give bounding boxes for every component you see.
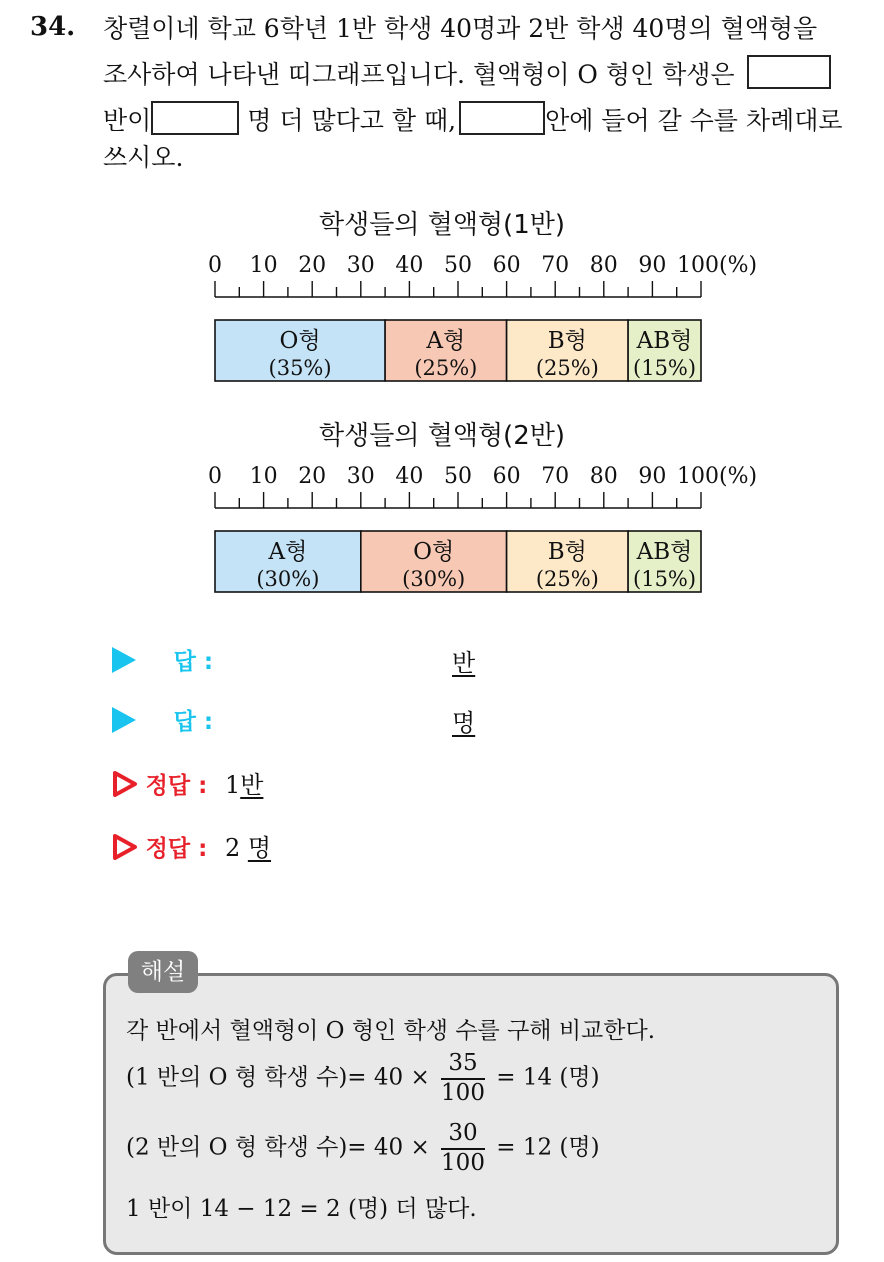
explanation-line-3-post: = 12 (명) <box>496 1134 600 1161</box>
segment-percent: (30%) <box>402 567 466 591</box>
segment-label: AB형 <box>636 539 693 565</box>
answer-blank-1[interactable] <box>747 55 831 89</box>
correct-unit-1: 반 <box>240 771 264 799</box>
tick-label: 70 <box>541 464 570 489</box>
segment-label: A형 <box>426 328 466 354</box>
explanation-line-2-post: = 14 (명) <box>496 1064 600 1091</box>
tick-label: 90 <box>638 253 667 278</box>
segment-label: A형 <box>268 539 308 565</box>
correct-label: 정답 : <box>145 836 208 862</box>
correct-value-1 <box>225 771 263 799</box>
segment-label: AB형 <box>636 328 693 354</box>
chart-1-title: 학생들의 혈액형(1반) <box>318 210 566 240</box>
correct-number-1: 1 <box>224 771 241 799</box>
question-line-4: 쓰시오. <box>103 143 184 172</box>
tick-label: 50 <box>444 464 472 489</box>
answer-row-2 <box>112 703 476 737</box>
tick-label: 10 <box>249 464 278 489</box>
correct-value-2 <box>225 834 271 862</box>
tick-label: 20 <box>298 253 327 278</box>
chart-2-title: 학생들의 혈액형(2반) <box>318 421 566 451</box>
segment-percent: (25%) <box>535 567 599 591</box>
tick-label: 0 <box>208 253 222 278</box>
explanation-line-2 <box>126 1050 600 1107</box>
explanation-line-3-pre: (2 반의 O 형 학생 수)= 40 × <box>126 1134 430 1161</box>
tick-label: 70 <box>541 253 570 278</box>
explanation-line-4: 1 반이 14 − 12 = 2 (명) 더 많다. <box>126 1196 477 1222</box>
segment-label: O형 <box>279 328 321 354</box>
explanation-line-3 <box>126 1120 600 1177</box>
question-line-2-text: 조사하여 나타낸 띠그래프입니다. 혈액형이 O 형인 학생은 <box>103 60 735 89</box>
tick-label: 60 <box>492 464 521 489</box>
explanation-line-1: 각 반에서 혈액형이 O 형인 학생 수를 구해 비교한다. <box>126 1018 656 1044</box>
question-number: 34. <box>30 12 76 42</box>
correct-unit-2: 명 <box>247 834 272 862</box>
tick-label: 30 <box>346 253 375 278</box>
question-line-3 <box>103 101 843 135</box>
fraction-numerator: 35 <box>441 1050 485 1080</box>
segment-percent: (35%) <box>268 356 332 380</box>
answer-label: 답 : <box>173 649 214 675</box>
question-line-2 <box>103 55 831 89</box>
tick-label: 10 <box>249 253 278 278</box>
correct-row-1 <box>112 765 263 797</box>
fraction-denominator: 100 <box>441 1079 485 1106</box>
question-line-3c: 안에 들어 갈 수를 차례대로 <box>545 106 843 135</box>
outline-triangle-icon <box>112 770 138 798</box>
explanation-tag: 해설 <box>128 951 198 993</box>
tick-label: 40 <box>395 464 424 489</box>
question-line-3b: 명 더 많다고 할 때, <box>247 106 457 135</box>
tick-label: 80 <box>589 464 618 489</box>
segment-label: O형 <box>413 539 455 565</box>
fraction-numerator: 30 <box>441 1120 485 1150</box>
correct-number-2: 2 <box>224 834 241 862</box>
chart-2 <box>0 455 884 600</box>
answer-unit-2: 명 <box>452 709 476 737</box>
question-line-3a: 반이 <box>103 106 152 135</box>
fraction-30-100 <box>441 1120 485 1177</box>
answer-label: 답 : <box>173 709 214 735</box>
play-triangle-icon <box>112 647 136 673</box>
tick-label: 80 <box>589 253 618 278</box>
outline-triangle-icon <box>112 833 138 861</box>
answer-row-1 <box>112 643 476 677</box>
segment-percent: (30%) <box>256 567 320 591</box>
fraction-denominator: 100 <box>441 1149 485 1176</box>
tick-label: 50 <box>444 253 472 278</box>
answer-unit-1: 반 <box>452 649 476 677</box>
segment-percent: (25%) <box>535 356 599 380</box>
chart-1 <box>0 244 884 389</box>
tick-label: 40 <box>395 253 424 278</box>
segment-percent: (15%) <box>633 567 697 591</box>
tick-label: 20 <box>298 464 327 489</box>
segment-percent: (15%) <box>633 356 697 380</box>
tick-label: 90 <box>638 464 667 489</box>
question-line-1: 창렬이네 학교 6학년 1반 학생 40명과 2반 학생 40명의 혈액형을 <box>103 14 818 43</box>
correct-label: 정답 : <box>145 773 208 799</box>
tick-label: 100(%) <box>677 464 758 489</box>
segment-label: B형 <box>547 539 587 565</box>
play-triangle-icon <box>112 707 136 733</box>
answer-blank-3[interactable] <box>459 101 545 135</box>
correct-row-2 <box>112 828 271 860</box>
tick-label: 60 <box>492 253 521 278</box>
explanation-line-2-pre: (1 반의 O 형 학생 수)= 40 × <box>126 1064 430 1091</box>
tick-label: 30 <box>346 464 375 489</box>
tick-label: 0 <box>208 464 222 489</box>
tick-label: 100(%) <box>677 253 758 278</box>
fraction-35-100 <box>441 1050 485 1107</box>
segment-percent: (25%) <box>414 356 478 380</box>
segment-label: B형 <box>547 328 587 354</box>
answer-blank-2[interactable] <box>151 101 239 135</box>
